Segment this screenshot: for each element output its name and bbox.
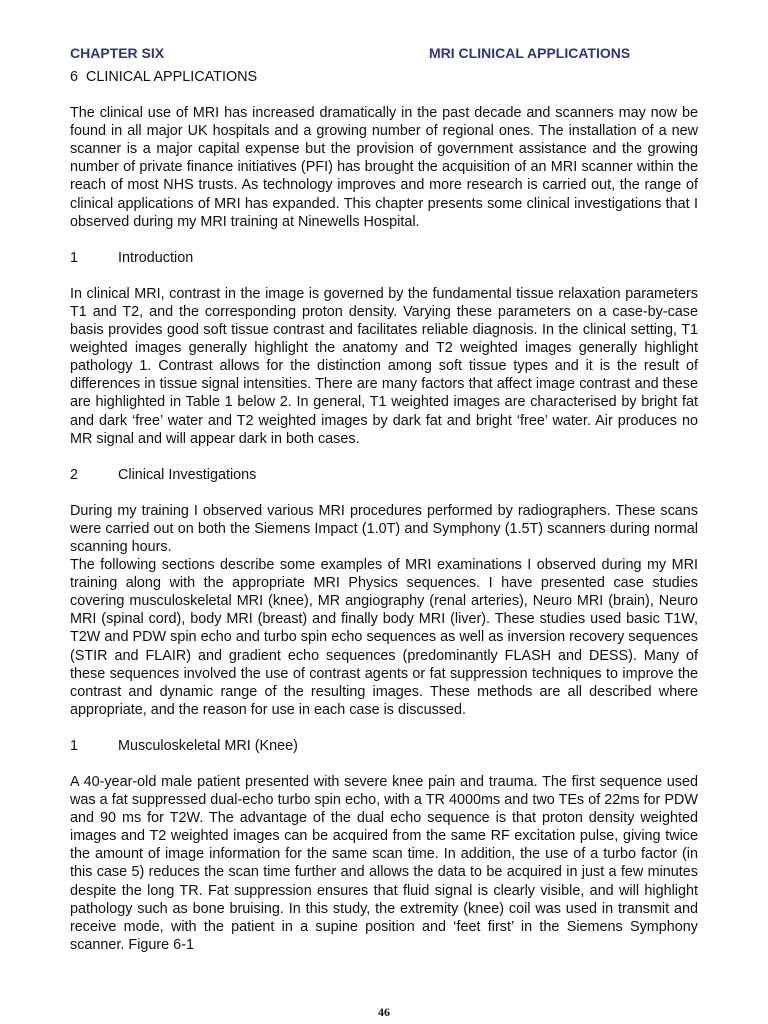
section-heading-introduction: [70, 249, 698, 267]
paragraph-training: During my training I observed various MRI procedures performed by radiographers. These scans were carried out on both the Siemens Impact (1.0T) and Symphony (1.5T) scanners during normal scanning hours.: [70, 502, 698, 555]
section-heading-clinical-investigations: [70, 466, 698, 484]
header-chapter: CHAPTER SIX: [70, 45, 165, 61]
paragraph-introduction: In clinical MRI, contrast in the image is governed by the fundamental tissue relaxation parameters T1 and T2, and the corresponding proton density. Varying these parameters on a case-by-case basis provides good soft tissue contrast and facilitates reliable diagnosis. In the clinical setting, T1 weighted images generally highlight the anatomy and T2 weighted images generally highlight pathology 1. Contrast allows for the distinction among soft tissue types and it is the result of differences in tissue signal intensities. There are many factors that affect image contrast and these are highlighted in Table 1 below 2. In general, T1 weighted images are characterised by bright fat and dark ‘free’ water and T2 weighted images by dark fat and bright ‘free’ water. Air produces no MR signal and will appear dark in both cases.: [70, 285, 698, 447]
section-title: Introduction: [118, 249, 194, 266]
section-number: 1: [70, 249, 79, 266]
chapter-number: 6: [70, 69, 79, 85]
header-title: MRI CLINICAL APPLICATIONS: [429, 45, 631, 61]
paragraph-knee: A 40-year-old male patient presented with severe knee pain and trauma. The first sequence used was a fat suppressed dual-echo turbo spin echo, with a TR 4000ms and two TEs of 22ms for PDW and 90 ms for T2W. The advantage of the dual echo sequence is that proton density weighted images and T2 weighted images can be acquired from the same RF excitation pulse, giving twice the amount of image information for the same scan time. In addition, the use of a turbo factor (in this case 5) reduces the scan time further and allows the data to be acquired in just a few minutes despite the long TR. Fat suppression ensures that fluid signal is clearly visible, and will highlight pathology such as bone bruising. In this study, the extremity (knee) coil was used in transmit and receive mode, with the patient in a supine position and ‘feet first’ in the Siemens Symphony scanner. Figure 6-1: [70, 774, 698, 953]
section-number: 2: [70, 466, 79, 483]
section-number: 1: [70, 737, 79, 754]
section-heading-knee: [70, 737, 698, 755]
running-header: [70, 45, 698, 65]
page-body: [70, 68, 698, 954]
chapter-heading: [70, 68, 698, 86]
paragraph-case-studies: The following sections describe some examples of MRI examinations I observed during my MRI training along with the appropriate MRI Physics sequences. I have presented case studies covering musculoskeletal MRI (knee), MR angiography (renal arteries), Neuro MRI (brain), Neuro MRI (spinal cord), body MRI (breast) and finally body MRI (liver). These studies used basic T1W, T2W and PDW spin echo and turbo spin echo sequences as well as inversion recovery sequences (STIR and FLAIR) and gradient echo sequences (predominantly FLASH and DESS). Many of these sequences involved the use of contrast agents or fat suppression techniques to improve the contrast and dynamic range of the resulting images. These methods are all described where appropriate, and the reason for use in each case is discussed.: [70, 557, 698, 718]
section-title: Clinical Investigations: [118, 466, 257, 483]
page-number: 46: [378, 1005, 390, 1019]
section-title: Musculoskeletal MRI (Knee): [118, 737, 298, 754]
chapter-title: CLINICAL APPLICATIONS: [86, 69, 258, 85]
paragraph-intro: The clinical use of MRI has increased dramatically in the past decade and scanners may now be found in all major UK hospitals and a growing number of regional ones. The installation of a new scanner is a major capital expense but the provision of government assistance and the growing number of private finance initiatives (PFI) has brought the acquisition of an MRI scanner within the reach of most NHS trusts. As technology improves and more research is carried out, the range of clinical applications of MRI has expanded. This chapter presents some clinical investigations that I observed during my MRI training at Ninewells Hospital.: [70, 105, 698, 230]
